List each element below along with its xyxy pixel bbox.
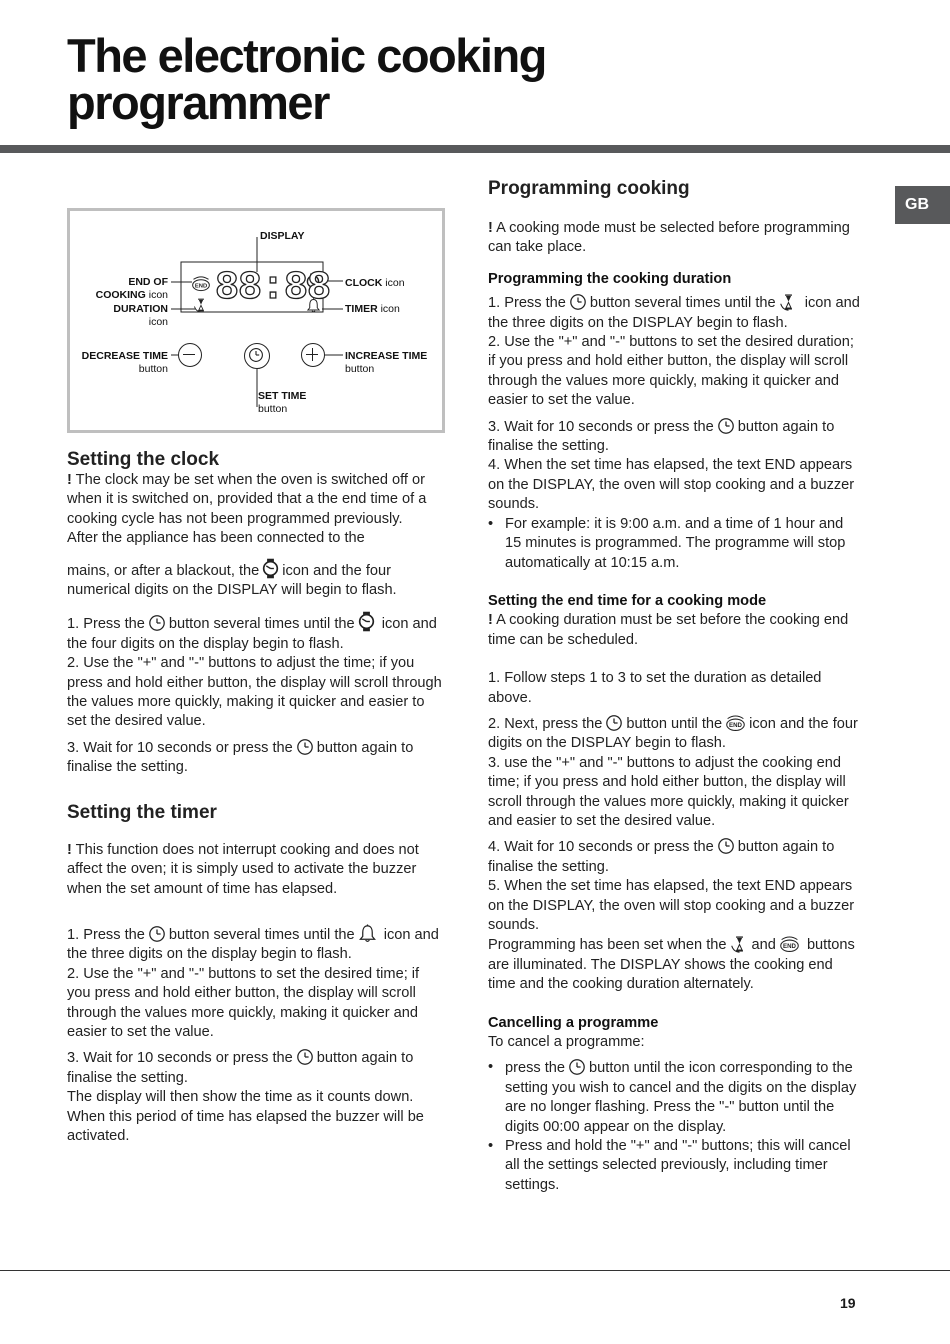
- timer-intro: ! This function does not interrupt cooking and does not affect the oven; it is simply used to activate the buzzer when the set amount of time has elapsed.: [67, 841, 419, 897]
- set-time-icon: [248, 347, 264, 363]
- duration-example: • For example: it is 9:00 a.m. and a time of 1 hour and 15 minutes is programmed. The programme will stop automatically at 10:15 a.m.: [488, 515, 846, 571]
- timer-countdown: The display will then show the time as it counts down. When this period of time has elapsed the buzzer will be activated.: [67, 1089, 424, 1144]
- display-label: DISPLAY: [260, 230, 305, 242]
- clock-intro: ! The clock may be set when the oven is switched off or when it is switched on, provided that a the end time of a cooking cycle has not been programmed previously.: [67, 472, 427, 527]
- duration-step-1: 1. Press the button several times until the icon and the three digits on the DISPLAY begin to flash.: [488, 295, 860, 331]
- set-time-icon: [569, 293, 587, 311]
- duration-label: DURATION icon: [113, 303, 168, 328]
- clock-icon: [262, 558, 279, 579]
- set-time-icon: [568, 1058, 586, 1076]
- duration-step-4: 4. When the set time has elapsed, the text END appears on the DISPLAY, the oven will stop cooking and a buzzer sounds.: [488, 457, 855, 513]
- duration-icon: [779, 293, 798, 311]
- programming-heading: Programming cooking: [488, 178, 690, 199]
- end-step-5: 5. When the set time has elapsed, the text END appears on the DISPLAY, the oven will stop cooking and a buzzer sounds.: [488, 878, 855, 933]
- language-tab: GB: [895, 186, 950, 224]
- clock-icon: [358, 611, 375, 632]
- end-icon: [779, 935, 800, 953]
- display-digits: 88:88: [215, 266, 331, 311]
- end-step-1: 1. Follow steps 1 to 3 to set the duration as detailed above.: [488, 670, 822, 706]
- timer-step-2: 2. Use the "+" and "-" buttons to set the desired time; if you press and hold either button, the display will scroll through the values more quickly, making it quicker and easier to set the value.: [67, 965, 420, 1040]
- end-time-heading: Setting the end time for a cooking mode: [488, 592, 767, 609]
- end-programmed-text: Programming has been set when the and buttons are illuminated. The DISPLAY shows the cooking end time and the cooking duration alternately.: [488, 937, 855, 993]
- minus-icon: [183, 354, 195, 355]
- duration-icon: [730, 935, 749, 953]
- set-time-icon: [296, 1048, 314, 1066]
- clock-label: CLOCK icon: [345, 277, 405, 289]
- timer-heading: Setting the timer: [67, 801, 217, 823]
- set-time-icon: [717, 417, 735, 435]
- end-step-4: 4. Wait for 10 seconds or press the button again to finalise the setting.: [488, 839, 835, 875]
- clock-mains-text: mains, or after a blackout, the icon and the four numerical digits on the DISPLAY will begin to flash.: [67, 558, 442, 601]
- programmer-diagram: [67, 208, 445, 433]
- clock-after-text: After the appliance has been connected to the: [67, 530, 365, 547]
- cancel-heading: Cancelling a programme: [488, 1014, 659, 1031]
- duration-step-3: 3. Wait for 10 seconds or press the button again to finalise the setting.: [488, 418, 835, 455]
- cancel-bullet-1: • press the button until the icon corresponding to the setting you wish to cancel and the digits on the display are no longer flashing. Press the "-" button until the digits 00:00 appear on the display.: [488, 1059, 857, 1135]
- end-step-2: 2. Next, press the button until the icon and the four digits on the DISPLAY begin to flash.: [488, 715, 858, 752]
- end-step-3: 3. use the "+" and "-" buttons to adjust the cooking end time; if you press and hold either button, the display will scroll through the values more quickly, making it quicker and easier to set the desired value.: [488, 754, 849, 829]
- timer-step-1: 1. Press the button several times until the icon and the three digits on the display begin to flash.: [67, 924, 442, 965]
- duration-step-2: 2. Use the "+" and "-" buttons to set the desired duration; if you press and hold either button, the display will scroll through the values more quickly, making it quicker and easier to set the value.: [488, 334, 854, 409]
- set-time-icon: [296, 738, 314, 756]
- set-time-label: SET TIME button: [258, 390, 307, 415]
- set-time-icon: [717, 837, 735, 855]
- end-time-intro: ! A cooking duration must be set before the cooking end time can be scheduled.: [488, 612, 849, 648]
- set-time-icon: [148, 614, 166, 632]
- cancel-intro: To cancel a programme:: [488, 1034, 645, 1051]
- set-time-icon: [148, 925, 166, 943]
- duration-heading: Programming the cooking duration: [488, 270, 732, 287]
- increase-time-button[interactable]: [301, 343, 325, 367]
- programming-intro: ! A cooking mode must be selected before programming can take place.: [488, 220, 850, 256]
- timer-label: TIMER icon: [345, 303, 400, 315]
- clock-step-2: 2. Use the "+" and "-" buttons to adjust the time; if you press and hold either button, the display will scroll through the values more quickly, making it quicker and easier to set the desired value.: [67, 655, 442, 730]
- plus-icon-vertical: [312, 348, 313, 361]
- duration-icon: [193, 297, 209, 313]
- cancel-bullet-2: • Press and hold the "+" and "-" buttons; this will cancel all the settings selected previously, including timer settings.: [488, 1138, 851, 1193]
- timer-bell-icon: [358, 924, 377, 943]
- end-icon: [725, 714, 746, 732]
- decrease-time-button[interactable]: [178, 343, 202, 367]
- footer-rule: [0, 1270, 950, 1271]
- increase-time-label: INCREASE TIME button: [345, 350, 428, 375]
- set-time-icon: [605, 714, 623, 732]
- page-title: The electronic cooking programmer: [67, 29, 546, 129]
- clock-heading: Setting the clock: [67, 449, 220, 470]
- header-rule: [0, 145, 950, 153]
- clock-step-3: 3. Wait for 10 seconds or press the button again to finalise the setting.: [67, 739, 414, 776]
- end-of-cooking-label: END OF COOKING icon: [95, 276, 168, 301]
- timer-step-3: 3. Wait for 10 seconds or press the button again to finalise the setting.: [67, 1050, 414, 1086]
- end-icon: [191, 275, 211, 292]
- clock-step-1: 1. Press the button several times until the icon and the four digits on the display begin to flash.: [67, 611, 442, 654]
- right-column: [488, 178, 863, 1195]
- page-number: 19: [840, 1295, 856, 1311]
- left-column: [67, 449, 442, 1146]
- decrease-time-label: DECREASE TIME button: [81, 350, 168, 375]
